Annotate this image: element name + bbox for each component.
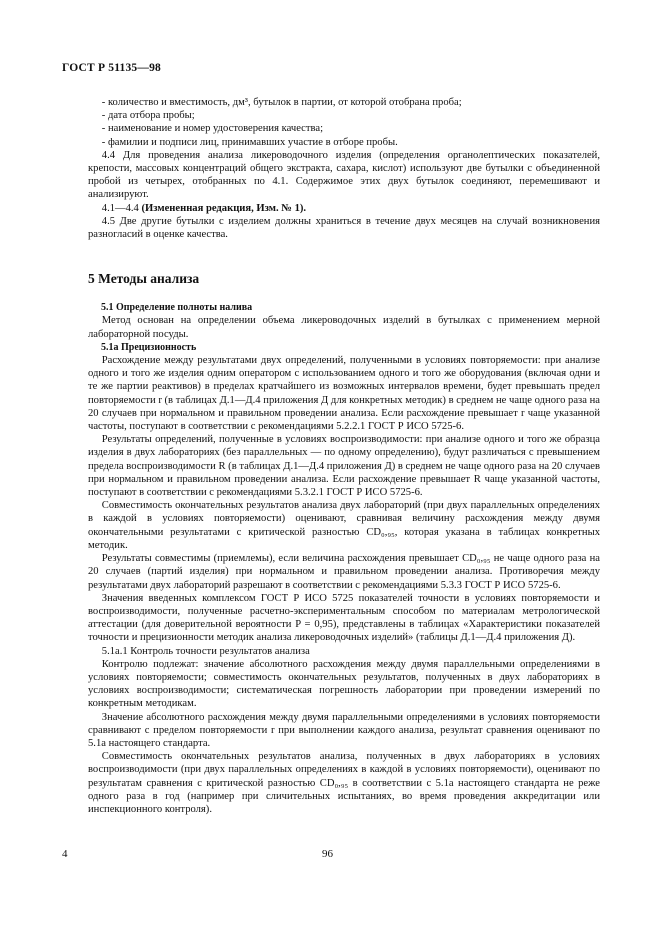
list-item: - фамилии и подписи лиц, принимавших участие в отборе пробы. bbox=[101, 136, 398, 148]
section-title: 5 Методы анализа bbox=[88, 271, 200, 287]
page-number-left: 4 bbox=[62, 848, 68, 860]
paragraph-4-4: 4.4 Для проведения анализа ликероводочного изделия (определения органолептических показателей, крепости, массовых концентраций общего экстракта, сахара, кислот) используют две бутылки с объединенной пробой из четырех, отобранных по 4.1. Содержимое этих двух бутылок соединяют, перемешивают и анализируют. bbox=[88, 149, 600, 201]
paragraph-acceptability: Результаты совместимы (приемлемы), если величина расхождения превышает CD₀,₉₅ не чаще одного раза на 20 случаев (партий изделия) при нормальном и правильном проведении анализа. Противоречия между результатами двух лабораторий разрешают в соответствии с рекомендациями 5.3.3 ГОСТ Р ИСО 5725-6. bbox=[88, 553, 600, 591]
paragraph-5-1a-1: 5.1а.1 Контроль точности результатов анализа bbox=[101, 645, 310, 657]
paragraph-interlab: Совместимость окончательных результатов анализа, полученных в двух лабораториях в условиях воспроизводимости (при двух параллельных определениях в каждой в условиях повторяемости), оценивают по результатам сравнения с критической разностью CD₀,₉₅ в соответствии с 5.1а настоящего стандарта не реже одного раза в год (например при сличительных испытаниях, во время проведения аккредитации или инспекционного контроля). bbox=[88, 751, 600, 815]
document-header: ГОСТ Р 51135—98 bbox=[62, 62, 161, 74]
edit-note-text: (Измененная редакция, Изм. № 1). bbox=[141, 202, 307, 214]
document-body bbox=[88, 96, 600, 816]
paragraph-compatibility: Совместимость окончательных результатов анализа двух лабораторий (при двух параллельных определениях в каждой в условиях повторяемости) оценивают, сравнивая величину расхождения между двумя окончательными результатами с критической разностью CD₀,₉₅, которая указана в таблицах конкретных методик. bbox=[88, 500, 600, 551]
paragraph-control-items: Контролю подлежат: значение абсолютного расхождения между двумя параллельными определениями в условиях повторяемости; совместимость окончательных результатов, полученных в двух лабораториях в условиях воспроизводимости; систематическая погрешность лаборатории при проведении измерений по конкретным методикам. bbox=[88, 658, 600, 710]
subsection-title-5-1a: 5.1а Прецизионность bbox=[101, 341, 197, 353]
paragraph-abs-difference: Значение абсолютного расхождения между двумя параллельными определениями в условиях повторяемости сравнивают с пределом повторяемости r при выполнении каждого анализа, результат сравнения оценивают по 5.1а настоящего стандарта. bbox=[88, 711, 600, 749]
edit-note bbox=[88, 202, 600, 215]
paragraph-reproducibility: Результаты определений, полученные в условиях воспроизводимости: при анализе одного и того же образца изделия в двух лабораториях (без параллельных — по одному определению), будут различаться с превышением предела воспроизводимости R (в таблицах Д.1—Д.4 приложения Д) в среднем не чаще одного раза на 20 случаев при нормальном и правильном проведении анализа. Если расхождение превышает R чаще указанной частоты, поступают в соответствии с рекомендациями 5.3.2.1 ГОСТ Р ИСО 5725-6. bbox=[88, 434, 600, 499]
paragraph-5-1: Метод основан на определении объема ликероводочных изделий в бутылках с применением мерной лабораторной посуды. bbox=[88, 315, 600, 340]
list-item: - количество и вместимость, дм³, бутылок в партии, от которой отобрана проба; bbox=[101, 97, 462, 108]
edit-note-range: 4.1—4.4 bbox=[101, 202, 139, 214]
paragraph-repeatability: Расхождение между результатами двух определений, полученными в условиях повторяемости: при анализе одного и того же изделия одним оператором с использованием одного и того же оборудования (включая одни и те же партии реактивов) в пределах кратчайшего из возможных интервалов времени, будет превышать предел повторяемости r (в таблицах Д.1—Д.4 приложения Д для конкретных методик) в среднем не чаще одного раза на 20 случаев при нормальном и правильном проведении анализа. Если расхождение превышает r чаще указанной частоты, поступают в соответствии с рекомендациями 5.2.2.1 ГОСТ Р ИСО 5725-6. bbox=[88, 355, 600, 433]
list-item: - наименование и номер удостоверения качества; bbox=[101, 123, 324, 135]
subsection-title-5-1: 5.1 Определение полноты налива bbox=[101, 302, 253, 314]
paragraph-4-5: 4.5 Две другие бутылки с изделием должны храниться в течение двух месяцев на случай возникновения разногласий в оценке качества. bbox=[88, 215, 600, 241]
paragraph-accuracy-values: Значения введенных комплексом ГОСТ Р ИСО 5725 показателей точности в условиях повторяемости и воспроизводимости, полученные расчетно-экспериментальным способом по материалам метрологической аттестации (для доверительной вероятности P = 0,95), представлены в таблицах «Характеристики показателей точности и прецизионности методик анализа ликероводочных изделий» (таблицы Д.1—Д.4 приложения Д). bbox=[88, 592, 600, 644]
page-number-center: 96 bbox=[322, 848, 333, 860]
list-item: - дата отбора пробы; bbox=[101, 110, 195, 122]
